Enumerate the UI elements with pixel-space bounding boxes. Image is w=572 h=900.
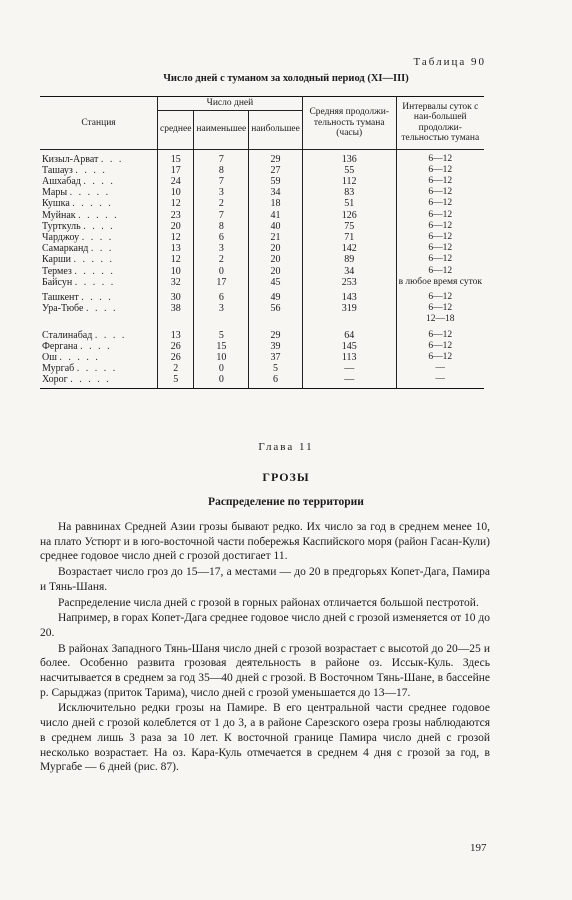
cell-avg: 12 bbox=[158, 232, 194, 243]
cell-station bbox=[40, 254, 158, 265]
table-row bbox=[40, 232, 484, 243]
cell-intervals: 6—12 bbox=[396, 243, 484, 254]
station-name: Кизыл-Арват bbox=[42, 153, 99, 165]
cell-min: 2 bbox=[194, 254, 249, 265]
cell-station bbox=[40, 277, 158, 288]
cell-hours: 113 bbox=[302, 352, 396, 363]
cell-intervals: 6—12 bbox=[396, 292, 484, 303]
cell-station bbox=[40, 374, 158, 388]
fog-days-table bbox=[40, 96, 484, 389]
table-row bbox=[40, 266, 484, 277]
cell-intervals: 6—12 bbox=[396, 303, 484, 314]
cell-intervals: 6—12 bbox=[396, 266, 484, 277]
cell-hours: 89 bbox=[302, 254, 396, 265]
cell-hours: 142 bbox=[302, 243, 396, 254]
paragraph: Исключительно редки грозы на Памире. В его центральной части среднее годовое число дней с грозой колеблется от 1 до 3, а в районе Сарезского озера грозы наблюдаются в среднем лишь 3 раза за 10 лет. К восточной границе Памира число дней с грозой несколько возрастает. На оз. Кара-Куль отмечается в среднем 4 дня с грозой за год, в Мургабе — 6 дней (рис. 87). bbox=[40, 702, 490, 774]
cell-min: 7 bbox=[194, 176, 249, 187]
cell-max: 41 bbox=[249, 210, 303, 221]
cell-intervals: 6—12 bbox=[396, 352, 484, 363]
station-name: Турткуль bbox=[42, 220, 81, 232]
cell-max: 20 bbox=[249, 243, 303, 254]
cell-station bbox=[40, 198, 158, 209]
header-days-group: Число дней bbox=[158, 97, 303, 111]
cell-max: 45 bbox=[249, 277, 303, 288]
leader-dots: . . . . bbox=[94, 329, 127, 341]
leader-dots: . . . bbox=[90, 243, 114, 255]
station-name: Ташауз bbox=[42, 164, 73, 176]
cell-max: 29 bbox=[249, 330, 303, 341]
cell-avg: 26 bbox=[158, 352, 194, 363]
station-name: Термез bbox=[42, 265, 72, 277]
cell-max: 6 bbox=[249, 374, 303, 388]
cell-avg: 15 bbox=[158, 154, 194, 165]
cell-station bbox=[40, 176, 158, 187]
cell-hours: 55 bbox=[302, 165, 396, 176]
cell-station bbox=[40, 221, 158, 232]
cell-hours: 71 bbox=[302, 232, 396, 243]
station-name: Фергана bbox=[42, 340, 78, 352]
table-row bbox=[40, 187, 484, 198]
leader-dots: . . . . . bbox=[76, 363, 118, 375]
cell-max: 18 bbox=[249, 198, 303, 209]
header-avg: среднее bbox=[158, 110, 194, 149]
table-row bbox=[40, 277, 484, 288]
cell-intervals: 6—12 bbox=[396, 232, 484, 243]
cell-intervals: 6—12 bbox=[396, 176, 484, 187]
cell-intervals: 6—12 bbox=[396, 330, 484, 341]
table-row bbox=[40, 165, 484, 176]
leader-dots: . . . . . bbox=[70, 374, 111, 386]
cell-max: 27 bbox=[249, 165, 303, 176]
cell-avg: 10 bbox=[158, 266, 194, 277]
cell-avg: 12 bbox=[158, 254, 194, 265]
cell-min: 17 bbox=[194, 277, 249, 288]
cell-max: 34 bbox=[249, 187, 303, 198]
cell-max: 56 bbox=[249, 303, 303, 314]
station-name: Карши bbox=[42, 254, 72, 266]
table-row bbox=[40, 330, 484, 341]
leader-dots: . . . . . bbox=[69, 187, 111, 199]
cell-avg: 32 bbox=[158, 277, 194, 288]
station-name: Сталинабад bbox=[42, 329, 93, 341]
leader-dots: . . . . . bbox=[59, 351, 100, 363]
table-row bbox=[40, 374, 484, 388]
cell-hours: 112 bbox=[302, 176, 396, 187]
section-title: Распределение по территории bbox=[208, 496, 364, 508]
cell-min: 3 bbox=[194, 303, 249, 314]
leader-dots: . . . bbox=[100, 153, 124, 165]
cell-avg: 24 bbox=[158, 176, 194, 187]
cell-min: 6 bbox=[194, 292, 249, 303]
cell-station bbox=[40, 243, 158, 254]
paragraph: На равнинах Средней Азии грозы бывают редко. Их число за год в среднем менее 10, на плато Устюрт и в юго-восточной части побережья Каспийского моря (район Гасан-Кули) среднее годовое число дней с грозой достигает 11. bbox=[40, 521, 490, 563]
cell-avg: 13 bbox=[158, 243, 194, 254]
cell-min: 2 bbox=[194, 198, 249, 209]
cell-hours: 51 bbox=[302, 198, 396, 209]
table-row bbox=[40, 176, 484, 187]
leader-dots: . . . . bbox=[83, 220, 115, 232]
cell-hours: 34 bbox=[302, 266, 396, 277]
body-text bbox=[40, 520, 490, 776]
leader-dots: . . . . bbox=[83, 175, 115, 187]
leader-dots: . . . . . bbox=[74, 265, 115, 277]
station-name: Ашхабад bbox=[42, 175, 81, 187]
leader-dots: . . . . . bbox=[72, 198, 113, 210]
cell-station bbox=[40, 266, 158, 277]
cell-max: 5 bbox=[249, 363, 303, 374]
cell-station bbox=[40, 292, 158, 303]
cell-hours: 136 bbox=[302, 154, 396, 165]
cell-intervals: 12—18 bbox=[396, 314, 484, 325]
cell-station bbox=[40, 341, 158, 352]
leader-dots: . . . . bbox=[80, 340, 112, 352]
paragraph: Распределение числа дней с грозой в горных районах отличается большой пестротой. bbox=[58, 596, 479, 609]
cell-max: 59 bbox=[249, 176, 303, 187]
cell-hours: 145 bbox=[302, 341, 396, 352]
cell-intervals: 6—12 bbox=[396, 154, 484, 165]
station-name: Хорог bbox=[42, 374, 68, 386]
cell-avg: 17 bbox=[158, 165, 194, 176]
leader-dots: . . . . bbox=[81, 291, 113, 303]
leader-dots: . . . . . bbox=[74, 276, 116, 288]
leader-dots: . . . . . bbox=[73, 254, 115, 266]
cell-station bbox=[40, 352, 158, 363]
station-name: Кушка bbox=[42, 198, 70, 210]
station-name: Байсун bbox=[42, 276, 73, 288]
cell-hours: 83 bbox=[302, 187, 396, 198]
cell-min: 5 bbox=[194, 330, 249, 341]
table-number: Таблица 90 bbox=[413, 56, 486, 68]
cell-min: 8 bbox=[194, 221, 249, 232]
header-intervals: Интервалы суток с наи-большей продолжи-тельностью тумана bbox=[396, 97, 484, 150]
table-row bbox=[40, 363, 484, 374]
cell-min: 0 bbox=[194, 374, 249, 388]
station-name: Мургаб bbox=[42, 363, 75, 375]
cell-hours: — bbox=[302, 374, 396, 388]
station-name: Ош bbox=[42, 351, 57, 363]
paragraph: Например, в горах Копет-Дага среднее годовое число дней с грозой изменяется от 10 до 20. bbox=[40, 612, 490, 639]
cell-max bbox=[249, 314, 303, 325]
cell-max: 29 bbox=[249, 154, 303, 165]
table-title: Число дней с туманом за холодный период (XI—III) bbox=[163, 73, 409, 84]
cell-station bbox=[40, 187, 158, 198]
cell-avg: 13 bbox=[158, 330, 194, 341]
paragraph: Возрастает число гроз до 15—17, а местами — до 20 в предгорьях Копет-Дага, Памира и Тянь-Шаня. bbox=[40, 566, 490, 593]
cell-station bbox=[40, 314, 158, 325]
cell-min: 8 bbox=[194, 165, 249, 176]
leader-dots: . . . . . bbox=[78, 209, 119, 221]
cell-intervals: в любое время суток bbox=[396, 277, 484, 288]
cell-avg bbox=[158, 314, 194, 325]
station-name: Самарканд bbox=[42, 243, 89, 255]
cell-hours: 126 bbox=[302, 210, 396, 221]
cell-avg: 5 bbox=[158, 374, 194, 388]
page-number: 197 bbox=[470, 842, 487, 854]
table-row bbox=[40, 221, 484, 232]
cell-min: 0 bbox=[194, 266, 249, 277]
cell-station bbox=[40, 154, 158, 165]
cell-hours: 143 bbox=[302, 292, 396, 303]
cell-hours: 253 bbox=[302, 277, 396, 288]
cell-avg: 26 bbox=[158, 341, 194, 352]
cell-min: 6 bbox=[194, 232, 249, 243]
table-row bbox=[40, 243, 484, 254]
cell-avg: 23 bbox=[158, 210, 194, 221]
header-min: наименьшее bbox=[194, 110, 249, 149]
cell-max: 39 bbox=[249, 341, 303, 352]
table-row bbox=[40, 154, 484, 165]
table-row bbox=[40, 254, 484, 265]
cell-intervals: — bbox=[396, 363, 484, 374]
cell-station bbox=[40, 363, 158, 374]
paragraph: В районах Западного Тянь-Шаня число дней с грозой возрастает с высотой до 20—25 и более. Особенно развита грозовая деятельность в районе оз. Иссык-Куль. Здесь насчитывается в среднем за год 35—40 дней с грозой. В Восточном Тянь-Шане, в бассейне р. Сарыджаз (приток Тарима), число дней с грозой уменьшается до 13—17. bbox=[40, 642, 490, 699]
cell-max: 21 bbox=[249, 232, 303, 243]
cell-min: 15 bbox=[194, 341, 249, 352]
cell-avg: 38 bbox=[158, 303, 194, 314]
cell-intervals: 6—12 bbox=[396, 254, 484, 265]
cell-min: 0 bbox=[194, 363, 249, 374]
table-row bbox=[40, 352, 484, 363]
leader-dots: . . . . bbox=[75, 164, 107, 176]
cell-avg: 20 bbox=[158, 221, 194, 232]
cell-hours: 319 bbox=[302, 303, 396, 314]
cell-hours bbox=[302, 314, 396, 325]
cell-min: 7 bbox=[194, 210, 249, 221]
table-row bbox=[40, 292, 484, 303]
cell-station bbox=[40, 330, 158, 341]
station-name: Ура-Тюбе bbox=[42, 303, 84, 315]
cell-max: 40 bbox=[249, 221, 303, 232]
cell-avg: 12 bbox=[158, 198, 194, 209]
cell-hours: — bbox=[302, 363, 396, 374]
header-station: Станция bbox=[40, 97, 158, 150]
leader-dots: . . . . bbox=[81, 231, 114, 243]
chapter-label: Глава 11 bbox=[258, 441, 314, 453]
table-row bbox=[40, 210, 484, 221]
cell-station bbox=[40, 232, 158, 243]
cell-intervals: — bbox=[396, 374, 484, 388]
cell-hours: 75 bbox=[302, 221, 396, 232]
cell-intervals: 6—12 bbox=[396, 341, 484, 352]
cell-intervals: 6—12 bbox=[396, 221, 484, 232]
cell-min: 7 bbox=[194, 154, 249, 165]
table-row bbox=[40, 303, 484, 314]
cell-max: 20 bbox=[249, 266, 303, 277]
leader-dots: . . . . bbox=[85, 303, 118, 315]
station-name: Ташкент bbox=[42, 291, 79, 303]
cell-min bbox=[194, 314, 249, 325]
cell-station bbox=[40, 165, 158, 176]
station-name: Чарджоу bbox=[42, 231, 80, 243]
chapter-title: ГРОЗЫ bbox=[262, 470, 310, 484]
cell-station bbox=[40, 210, 158, 221]
table-row bbox=[40, 341, 484, 352]
cell-min: 3 bbox=[194, 243, 249, 254]
cell-station bbox=[40, 303, 158, 314]
cell-avg: 10 bbox=[158, 187, 194, 198]
cell-min: 10 bbox=[194, 352, 249, 363]
header-duration: Средняя продолжи-тельность тумана (часы) bbox=[302, 97, 396, 150]
header-max: наибольшее bbox=[249, 110, 303, 149]
cell-intervals: 6—12 bbox=[396, 198, 484, 209]
station-name: Муйнак bbox=[42, 209, 76, 221]
cell-max: 49 bbox=[249, 292, 303, 303]
cell-hours: 64 bbox=[302, 330, 396, 341]
table-row bbox=[40, 198, 484, 209]
cell-intervals: 6—12 bbox=[396, 165, 484, 176]
cell-max: 37 bbox=[249, 352, 303, 363]
cell-avg: 2 bbox=[158, 363, 194, 374]
cell-intervals: 6—12 bbox=[396, 210, 484, 221]
cell-intervals: 6—12 bbox=[396, 187, 484, 198]
cell-avg: 30 bbox=[158, 292, 194, 303]
station-name: Мары bbox=[42, 187, 68, 199]
cell-min: 3 bbox=[194, 187, 249, 198]
cell-max: 20 bbox=[249, 254, 303, 265]
table-row bbox=[40, 314, 484, 325]
